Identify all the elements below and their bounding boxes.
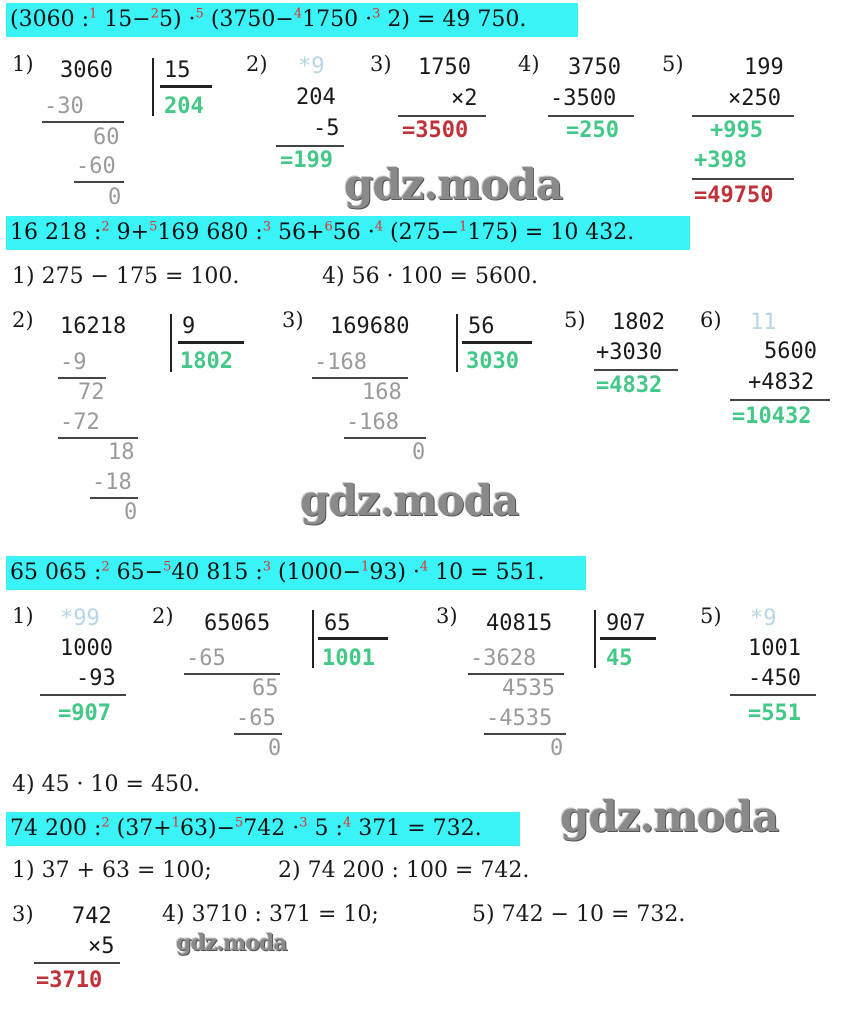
partial-product: +995 [710,118,763,143]
step-label: 4) [518,52,540,76]
operand: 199 [744,55,784,80]
division-row: 18 [108,440,135,465]
step-line: 5) 742 − 10 = 732. [472,902,686,927]
difference-line [40,694,126,696]
step-line: 4) 56 · 100 = 5600. [322,264,538,289]
operand: 1001 [748,636,801,661]
divisor: 907 [606,611,646,636]
division-row: -65 [186,646,226,671]
division-row: -65 [236,706,276,731]
step-line: 4) 45 · 10 = 450. [12,772,200,797]
step-label: 5) [564,308,586,332]
result: =551 [748,701,801,726]
result: =4832 [596,373,663,398]
step-label: 3) [282,308,304,332]
step-mark: 11 [750,310,777,335]
quotient: 3030 [466,349,519,374]
step-mark: *99 [60,606,100,631]
partial-product: +398 [694,148,747,173]
divisor-underline [600,637,656,640]
division-bar [312,610,314,668]
divisor-underline [462,341,532,344]
dividend: 65065 [204,611,271,636]
watermark: gdz.moda [344,160,563,209]
watermark: gdz.moda [560,792,779,841]
step-label: 3) [436,604,458,628]
step-label: 2) [152,604,174,628]
result: =49750 [694,183,774,208]
division-row: 0 [268,736,282,761]
result: =199 [280,148,333,173]
division-row: 0 [550,736,564,761]
division-row: -9 [60,350,87,375]
division-bar [170,314,172,372]
operand: ×250 [728,86,781,111]
product-line [692,178,794,180]
product-line [34,962,120,964]
problem-3-expression: 65 065 :$^2$ 65−$^5$40 815 :$^3$ (1000−$^1$93) ·$^4$ 10 = 551. [10,559,545,585]
problem-1-expression: (3060 :$^1$ 15−$^2$5) ·$^5$ (3750−$^4$1750 ·$^3$ 2) = 49 750. [10,6,527,32]
operand: 3750 [568,55,621,80]
dividend: 169680 [330,314,410,339]
division-row: -30 [44,94,84,119]
step-line: 2) 74 200 : 100 = 742. [278,858,530,883]
step-label: 5) [700,604,722,628]
operand: +4832 [748,370,815,395]
operand: 204 [296,85,336,110]
operand: +3030 [596,340,663,365]
difference-line [730,694,816,696]
divisor-underline [318,637,388,640]
division-row: 0 [108,185,122,210]
step-line: 1) 37 + 63 = 100; [12,858,212,883]
division-bar [152,58,154,116]
divisor: 15 [164,58,191,83]
division-row: 72 [78,380,105,405]
division-row: 168 [362,380,402,405]
step-label: 2) [246,52,268,76]
result: =3500 [402,118,469,143]
operand: ×2 [451,86,478,111]
step-label: 3) [370,52,392,76]
step-label: 1) [12,604,34,628]
division-row: 4535 [502,676,555,701]
step-label: 6) [700,308,722,332]
step-mark: *9 [750,606,777,631]
step-line: 4) 3710 : 371 = 10; [162,902,379,927]
step-mark: *9 [298,54,325,79]
watermark: gdz.moda [300,476,519,525]
result: =907 [58,701,111,726]
result: =10432 [732,404,812,429]
operand: ×5 [88,934,115,959]
result: =3710 [36,968,103,993]
sum-line [730,399,830,401]
divisor: 9 [182,314,196,339]
step-label: 2) [12,308,34,332]
step-label: 3) [12,902,34,926]
division-row: 65 [252,676,279,701]
division-row: -168 [346,410,399,435]
step-line: 1) 275 − 175 = 100. [12,264,240,289]
dividend: 3060 [60,58,113,83]
result: =250 [566,118,619,143]
division-row: 60 [93,125,120,150]
division-row: -4535 [486,706,553,731]
problem-2-expression: 16 218 :$^2$ 9+$^5$169 680 :$^3$ 56+$^6$56 ·$^4$ (275−$^1$175) = 10 432. [10,219,635,245]
division-bar [456,314,458,372]
divisor: 56 [468,314,495,339]
operand: 1750 [418,55,471,80]
operand: 742 [72,904,112,929]
problem-4-expression: 74 200 :$^2$ (37+$^1$63)−$^5$742 ·$^3$ 5 :$^4$ 371 = 732. [10,815,482,841]
operand: -93 [76,666,116,691]
operand: -5 [313,116,340,141]
division-row: -3628 [470,646,537,671]
operand: -3500 [550,86,617,111]
division-row: 0 [124,500,138,525]
division-row: -72 [60,410,100,435]
divisor-underline [178,341,244,344]
divisor-underline [160,85,212,88]
quotient: 1802 [180,349,233,374]
operand: 1000 [60,636,113,661]
divisor: 65 [324,611,351,636]
operand: 1802 [612,310,665,335]
division-row: 0 [412,440,426,465]
dividend: 16218 [60,314,127,339]
division-bar [594,610,596,668]
step-label: 5) [662,52,684,76]
division-row: -168 [314,350,367,375]
division-row: -18 [92,470,132,495]
operand: -450 [748,666,801,691]
quotient: 1001 [322,646,375,671]
step-label: 1) [12,52,34,76]
quotient: 204 [164,94,204,119]
operand: 5600 [764,339,817,364]
quotient: 45 [606,646,633,671]
division-row: -60 [76,154,116,179]
dividend: 40815 [486,611,553,636]
watermark: gdz.moda [176,930,287,956]
